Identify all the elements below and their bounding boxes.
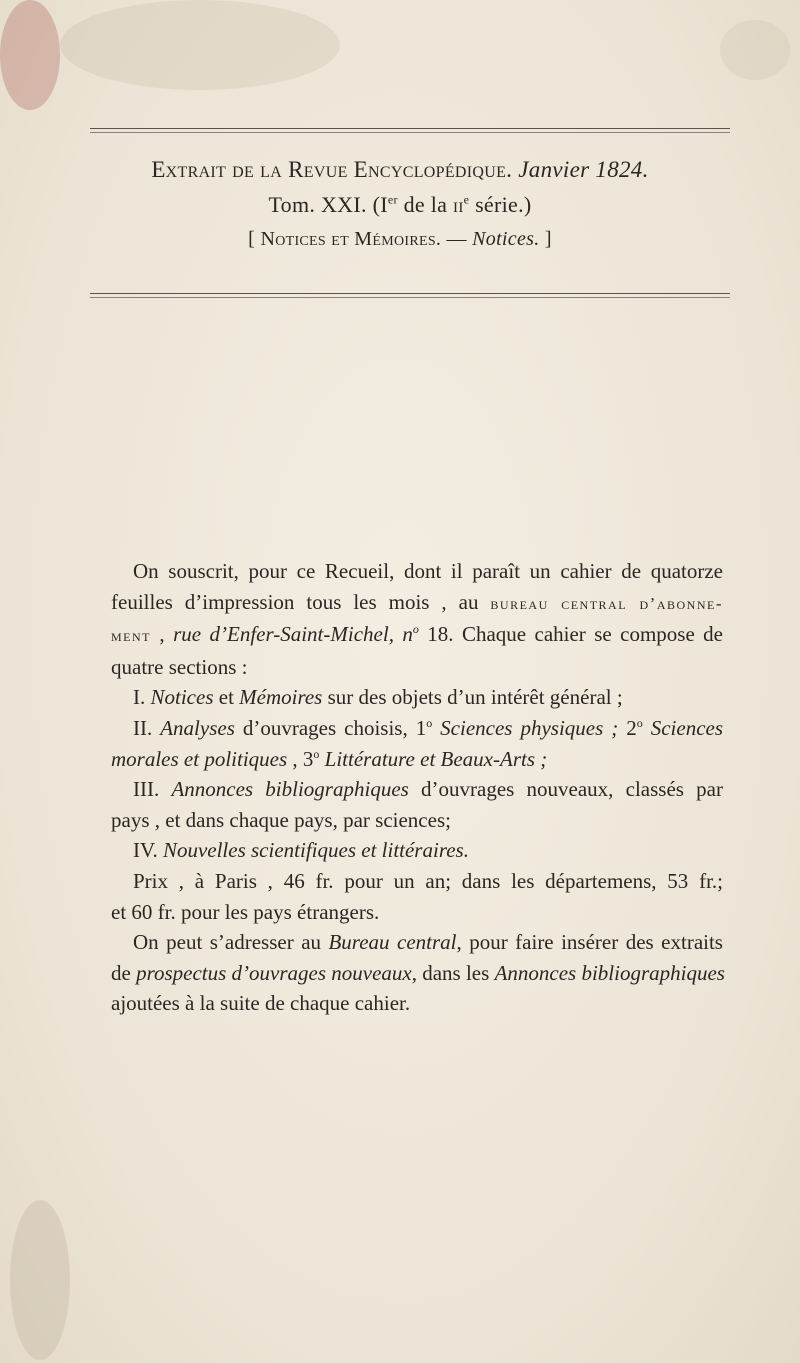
sup: o bbox=[636, 715, 643, 730]
section-subname: Notices. bbox=[472, 228, 540, 250]
section-item-4 bbox=[111, 835, 723, 866]
top-rule bbox=[90, 128, 730, 129]
roman-numeral: I. bbox=[133, 685, 151, 710]
bottom-rule-thin bbox=[90, 297, 730, 298]
text: Sciences bbox=[642, 715, 724, 740]
text-line bbox=[111, 556, 723, 587]
sup: o bbox=[412, 622, 419, 637]
extract-date: Janvier 1824. bbox=[518, 157, 649, 182]
section-item-1 bbox=[111, 682, 723, 713]
text-line bbox=[111, 652, 723, 683]
text: Notices bbox=[150, 685, 214, 710]
extract-heading bbox=[0, 157, 800, 183]
text: d’ouvrages nouveaux, classés par bbox=[408, 777, 723, 802]
text: On peut s’adresser au bbox=[133, 930, 329, 955]
sup: o bbox=[426, 715, 433, 730]
price-line bbox=[111, 866, 723, 897]
paper-stain bbox=[60, 0, 340, 90]
section-item-3 bbox=[111, 774, 723, 805]
text: Prix , à Paris , 46 fr. pour un an; dans les départemens, 53 fr.; bbox=[133, 868, 723, 893]
text: quatre sections : bbox=[111, 654, 248, 679]
roman-numeral: II. bbox=[133, 715, 161, 740]
text: Littérature et Beaux-Arts ; bbox=[319, 746, 548, 771]
bottom-rule bbox=[90, 293, 730, 294]
text: Analyses bbox=[160, 715, 235, 740]
volume-sup: er bbox=[387, 192, 398, 207]
text: Bureau central bbox=[328, 930, 457, 955]
text: pays , et dans chaque pays, par sciences; bbox=[111, 807, 451, 832]
address: rue d’Enfer-Saint-Michel, n bbox=[173, 622, 413, 647]
text: , bbox=[151, 622, 174, 647]
text-line bbox=[111, 805, 723, 836]
text-line bbox=[111, 619, 723, 652]
paper-stain bbox=[0, 0, 60, 110]
text-line bbox=[111, 988, 723, 1019]
text: On souscrit, pour ce Recueil, dont il paraît un cahier de quatorze bbox=[133, 559, 723, 583]
text: sur des objets d’un intérêt général ; bbox=[322, 685, 623, 710]
dash: — bbox=[441, 228, 473, 250]
top-rule-thin bbox=[90, 132, 730, 133]
bracket: [ bbox=[248, 228, 256, 250]
series-number: ii bbox=[453, 192, 464, 217]
text: prospectus d’ouvrages nouveaux bbox=[136, 960, 412, 985]
text: feuilles d’impression tous les mois , au bbox=[111, 589, 491, 614]
text: , dans les bbox=[411, 960, 495, 985]
bureau-label: bureau central d’abonne- bbox=[490, 593, 723, 613]
price-line bbox=[111, 897, 723, 928]
paper-stain bbox=[720, 20, 790, 80]
text: 2 bbox=[618, 715, 637, 740]
section-name: Notices et Mémoires. bbox=[260, 228, 442, 250]
volume-text: série.) bbox=[469, 192, 532, 217]
series-sup: e bbox=[463, 192, 470, 207]
text-line bbox=[111, 927, 723, 958]
text: et bbox=[213, 685, 240, 710]
text: et 60 fr. pour les pays étrangers. bbox=[111, 899, 380, 924]
text-line bbox=[111, 958, 723, 989]
section-line bbox=[0, 228, 800, 251]
extract-source: Extrait de la Revue Encyclopédique. bbox=[151, 157, 513, 182]
text: Annonces bibliographiques bbox=[494, 960, 725, 985]
text: , pour faire insérer des extraits bbox=[456, 930, 723, 955]
roman-numeral: IV. bbox=[133, 838, 163, 863]
paper-stain bbox=[10, 1200, 70, 1360]
volume-text: Tom. XXI. (I bbox=[268, 192, 388, 217]
text-line bbox=[111, 587, 723, 620]
sup: o bbox=[313, 746, 320, 761]
text: ajoutées à la suite de chaque cahier. bbox=[111, 991, 411, 1016]
text: , 3 bbox=[287, 746, 314, 771]
text: de bbox=[111, 960, 137, 985]
bureau-label: ment bbox=[111, 626, 151, 646]
roman-numeral: III. bbox=[133, 777, 172, 802]
text: d’ouvrages choisis, 1 bbox=[234, 715, 427, 740]
volume-line bbox=[0, 192, 800, 218]
volume-text: de la bbox=[397, 192, 454, 217]
text: 18. Chaque cahier se compose de bbox=[418, 622, 724, 647]
section-item-2 bbox=[111, 713, 723, 744]
text: Nouvelles scientifiques et littéraires. bbox=[162, 838, 469, 863]
text: morales et politiques bbox=[111, 746, 288, 771]
text: Annonces bibliographiques bbox=[171, 777, 409, 802]
text-line bbox=[111, 744, 723, 775]
text: Sciences physiques ; bbox=[432, 715, 619, 740]
text: Mémoires bbox=[239, 685, 323, 710]
bracket: ] bbox=[544, 228, 552, 250]
subscription-notice bbox=[111, 556, 723, 1019]
